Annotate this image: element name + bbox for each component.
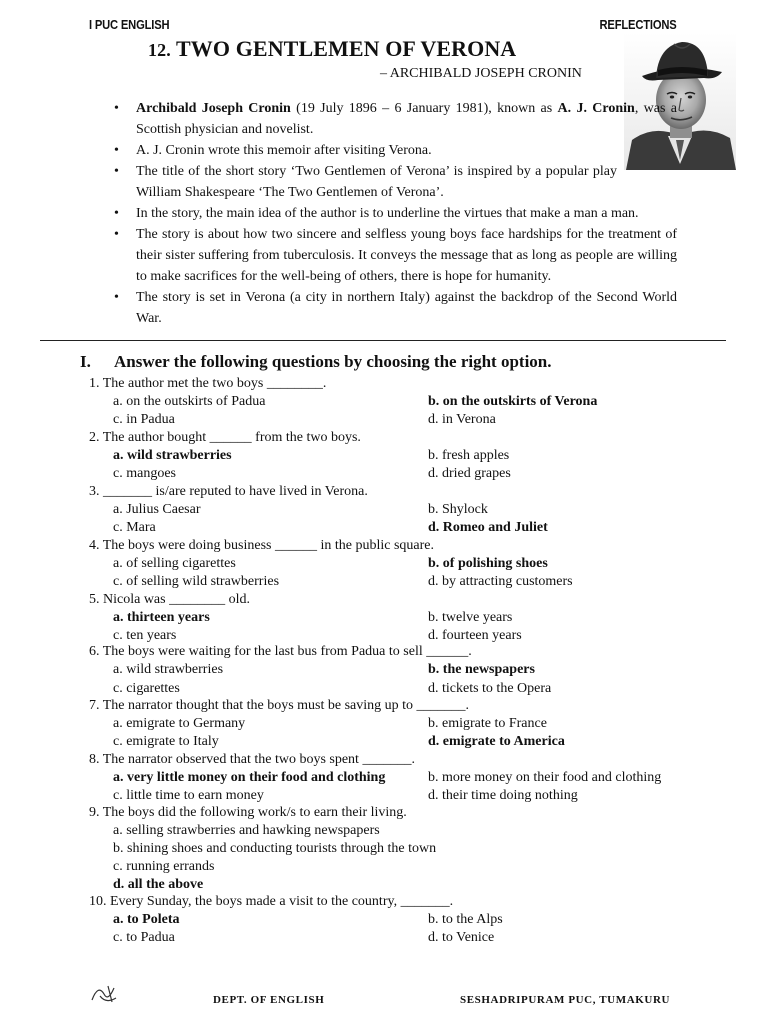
option-a: a. Julius Caesar bbox=[113, 502, 201, 517]
option-a-answer: a. very little money on their food and clothing bbox=[113, 770, 386, 785]
option-b: b. fresh apples bbox=[428, 448, 510, 463]
option-a: a. on the outskirts of Padua bbox=[113, 394, 266, 409]
option-c: c. little time to earn money bbox=[113, 788, 264, 803]
option-a: a. selling strawberries and hawking newspapers bbox=[113, 823, 380, 838]
question-3: 3. _______ is/are reputed to have lived in Verona. bbox=[89, 484, 368, 499]
bullet-text: In the story, the main idea of the author is to underline the virtues that make a man a man. bbox=[136, 206, 639, 221]
question-9: 9. The boys did the following work/s to earn their living. bbox=[89, 805, 407, 820]
option-c: c. Mara bbox=[113, 520, 156, 535]
intro-bullet-list bbox=[110, 98, 677, 329]
option-a: a. wild strawberries bbox=[113, 662, 224, 677]
option-d: d. tickets to the Opera bbox=[428, 681, 552, 696]
option-b: b. twelve years bbox=[428, 610, 513, 625]
option-a-answer: a. to Poleta bbox=[113, 912, 180, 927]
author-line: – ARCHIBALD JOSEPH CRONIN bbox=[380, 66, 582, 81]
question-10: 10. Every Sunday, the boys made a visit to the country, _______. bbox=[89, 894, 454, 909]
option-b-answer: b. the newspapers bbox=[428, 662, 535, 677]
section-title: Answer the following questions by choosing the right option. bbox=[114, 352, 552, 371]
option-d: d. dried grapes bbox=[428, 466, 511, 481]
option-c: c. running errands bbox=[113, 859, 215, 874]
chapter-title-text: TWO GENTLEMEN OF VERONA bbox=[176, 36, 517, 61]
option-d: d. fourteen years bbox=[428, 628, 522, 643]
option-c: c. cigarettes bbox=[113, 681, 180, 696]
option-d-answer: d. emigrate to America bbox=[428, 734, 565, 749]
question-5: 5. Nicola was ________ old. bbox=[89, 592, 250, 607]
option-b: b. to the Alps bbox=[428, 912, 503, 927]
option-d-answer: d. all the above bbox=[113, 877, 204, 892]
header-book: REFLECTIONS bbox=[600, 17, 677, 32]
bullet-item bbox=[110, 161, 677, 203]
bullet-text: The title of the short story ‘Two Gentlemen of Verona’ is inspired by a popular play William Shakespeare ‘The Two Gentlemen of Verona’. bbox=[136, 164, 617, 200]
chapter-title bbox=[148, 36, 516, 62]
option-d: d. by attracting customers bbox=[428, 574, 573, 589]
option-c: c. in Padua bbox=[113, 412, 175, 427]
bullet-item bbox=[110, 203, 677, 224]
option-c: c. of selling wild strawberries bbox=[113, 574, 280, 589]
question-7: 7. The narrator thought that the boys must be saving up to _______. bbox=[89, 698, 470, 713]
option-a: a. emigrate to Germany bbox=[113, 716, 246, 731]
bullet-item bbox=[110, 98, 677, 140]
option-d: d. their time doing nothing bbox=[428, 788, 578, 803]
question-8: 8. The narrator observed that the two boys spent _______. bbox=[89, 752, 415, 767]
signature-mark bbox=[88, 980, 122, 1008]
footer-department: DEPT. OF ENGLISH bbox=[213, 994, 325, 1006]
bullet-item bbox=[110, 224, 677, 287]
section-number: I. bbox=[80, 352, 91, 371]
question-4: 4. The boys were doing business ______ in the public square. bbox=[89, 538, 435, 553]
option-b: b. Shylock bbox=[428, 502, 488, 517]
bullet-text: (19 July 1896 – 6 January 1981), known as bbox=[290, 101, 558, 116]
option-d-answer: d. Romeo and Juliet bbox=[428, 520, 548, 535]
question-6: 6. The boys were waiting for the last bus from Padua to sell ______. bbox=[89, 644, 472, 659]
option-b-answer: b. on the outskirts of Verona bbox=[428, 394, 598, 409]
header-course: I PUC ENGLISH bbox=[89, 17, 170, 32]
option-c: c. mangoes bbox=[113, 466, 176, 481]
option-d: d. in Verona bbox=[428, 412, 496, 427]
bullet-item bbox=[110, 140, 677, 161]
option-a-answer: a. wild strawberries bbox=[113, 448, 232, 463]
option-c: c. ten years bbox=[113, 628, 177, 643]
author-alias: A. J. Cronin bbox=[557, 101, 635, 116]
question-1: 1. The author met the two boys ________. bbox=[89, 376, 327, 391]
option-b: b. emigrate to France bbox=[428, 716, 547, 731]
bullet-text: The story is about how two sincere and selfless young boys face hardships for the treatment of their sister suffering from tuberculosis. It conveys the message that as long as people are willing to make sacrifices for the well-being of others, there is hope for humanity. bbox=[136, 227, 677, 284]
bullet-text: , was a Scottish physician and novelist. bbox=[136, 101, 677, 137]
option-d: d. to Venice bbox=[428, 930, 495, 945]
option-a: a. of selling cigarettes bbox=[113, 556, 236, 571]
option-b: b. more money on their food and clothing bbox=[428, 770, 662, 785]
option-b: b. shining shoes and conducting tourists through the town bbox=[113, 841, 437, 856]
section-divider bbox=[40, 340, 726, 341]
bullet-text: A. J. Cronin wrote this memoir after visiting Verona. bbox=[136, 143, 432, 158]
option-c: c. to Padua bbox=[113, 930, 175, 945]
option-a-answer: a. thirteen years bbox=[113, 610, 210, 625]
footer-institution: SESHADRIPURAM PUC, TUMAKURU bbox=[460, 994, 671, 1006]
bullet-item bbox=[110, 287, 677, 329]
option-b-answer: b. of polishing shoes bbox=[428, 556, 548, 571]
bullet-text: The story is set in Verona (a city in northern Italy) against the backdrop of the Second World War. bbox=[136, 290, 677, 326]
option-c: c. emigrate to Italy bbox=[113, 734, 219, 749]
chapter-number: 12. bbox=[148, 40, 171, 60]
author-full-name: Archibald Joseph Cronin bbox=[136, 101, 291, 116]
question-2: 2. The author bought ______ from the two boys. bbox=[89, 430, 361, 445]
